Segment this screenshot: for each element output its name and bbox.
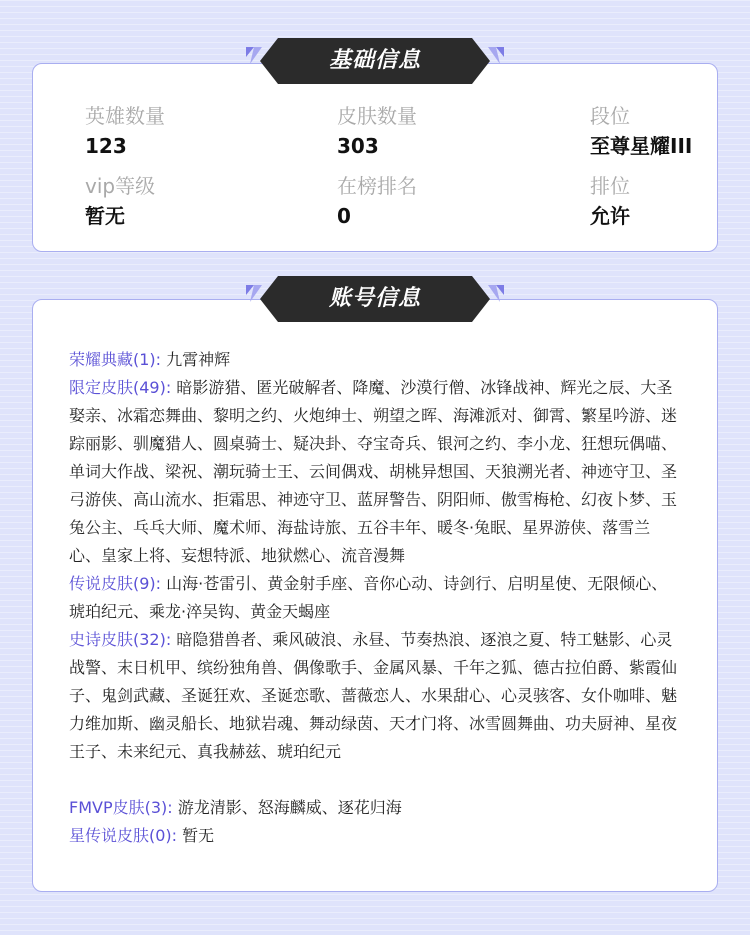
category-label: 史诗皮肤(32): [69,630,172,649]
basic-info-card [32,63,718,252]
account-info-list [69,346,681,850]
stat-rank-tier [590,102,692,160]
stat-label: 段位 [590,104,630,128]
category-items: 暂无 [182,826,215,845]
section-header-basic [240,38,510,84]
stat-hero-count [85,102,165,160]
category-items: 九霄神辉 [166,350,231,369]
account-info-card [32,299,718,892]
stat-value: 0 [337,204,351,228]
category-label: 传说皮肤(9): [69,574,162,593]
spacer [69,766,681,794]
stat-value: 允许 [590,204,630,228]
stat-label: 排位 [590,174,630,198]
stat-ranked-status [590,172,630,230]
stat-label: vip等级 [85,174,156,198]
category-label: 星传说皮肤(0): [69,826,178,845]
category-items: 游龙清影、怒海麟威、逐花归海 [177,798,402,817]
category-items: 暗影游猎、匿光破解者、降魔、沙漠行僧、冰锋战神、辉光之辰、大圣娶亲、冰霜恋舞曲、黎明之约、火炮绅士、朔望之晖、海滩派对、御霄、繁星吟游、迷踪丽影、驯魔猎人、圆桌骑士、疑决卦、夺宝奇兵、银河之约、李小龙、狂想玩偶喵、单词大作战、梁祝、潮玩骑士王、云间偶戏、胡桃异想国、天狼溯光者、神迹守卫、圣弓游侠、高山流水、拒霜思、神迹守卫、蓝屏警告、阴阳师、傲雪梅枪、幻夜卜梦、玉兔公主、乓乓大师、魔术师、海盐诗旅、五谷丰年、暖冬·兔眠、星界游侠、落雪兰心、皇家上将、妄想特派、地狱燃心、流音漫舞 [69,378,678,565]
list-item-honor-collection [69,346,681,374]
stat-value: 至尊星耀III [590,134,693,158]
stat-value: 123 [85,134,127,158]
section-header-account [240,276,510,322]
section-title: 基础信息 [328,48,421,73]
category-items: 山海·苍雷引、黄金射手座、音你心动、诗剑行、启明星使、无限倾心、琥珀纪元、乘龙·淬吴钩、黄金天蝎座 [69,574,668,621]
category-label: 限定皮肤(49): [69,378,172,397]
stat-vip-level [85,172,155,230]
list-item-fmvp-skins [69,794,681,822]
list-item-legend-skins [69,570,681,626]
category-items: 暗隐猎兽者、乘风破浪、永昼、节奏热浪、逐浪之夏、特工魅影、心灵战警、末日机甲、缤纷独角兽、偶像歌手、金属风暴、千年之狐、德古拉伯爵、紫霞仙子、鬼剑武藏、圣诞狂欢、圣诞恋歌、蔷薇恋人、水果甜心、心灵骇客、女仆咖啡、魅力维加斯、幽灵船长、地狱岩魂、舞动绿茵、天才门将、冰雪圆舞曲、功夫厨神、星夜王子、未来纪元、真我赫兹、琥珀纪元 [69,630,678,761]
stat-skin-count [337,102,417,160]
stat-leaderboard-rank [337,172,417,230]
category-label: 荣耀典藏(1): [69,350,162,369]
list-item-epic-skins [69,626,681,766]
stat-label: 在榜排名 [337,174,417,198]
section-title: 账号信息 [328,286,421,311]
stat-label: 英雄数量 [85,104,165,128]
stat-value: 暂无 [85,204,125,228]
list-item-star-legend-skins [69,822,681,850]
stat-value: 303 [337,134,379,158]
list-item-limited-skins [69,374,681,570]
category-label: FMVP皮肤(3): [69,798,173,817]
stat-label: 皮肤数量 [337,104,417,128]
